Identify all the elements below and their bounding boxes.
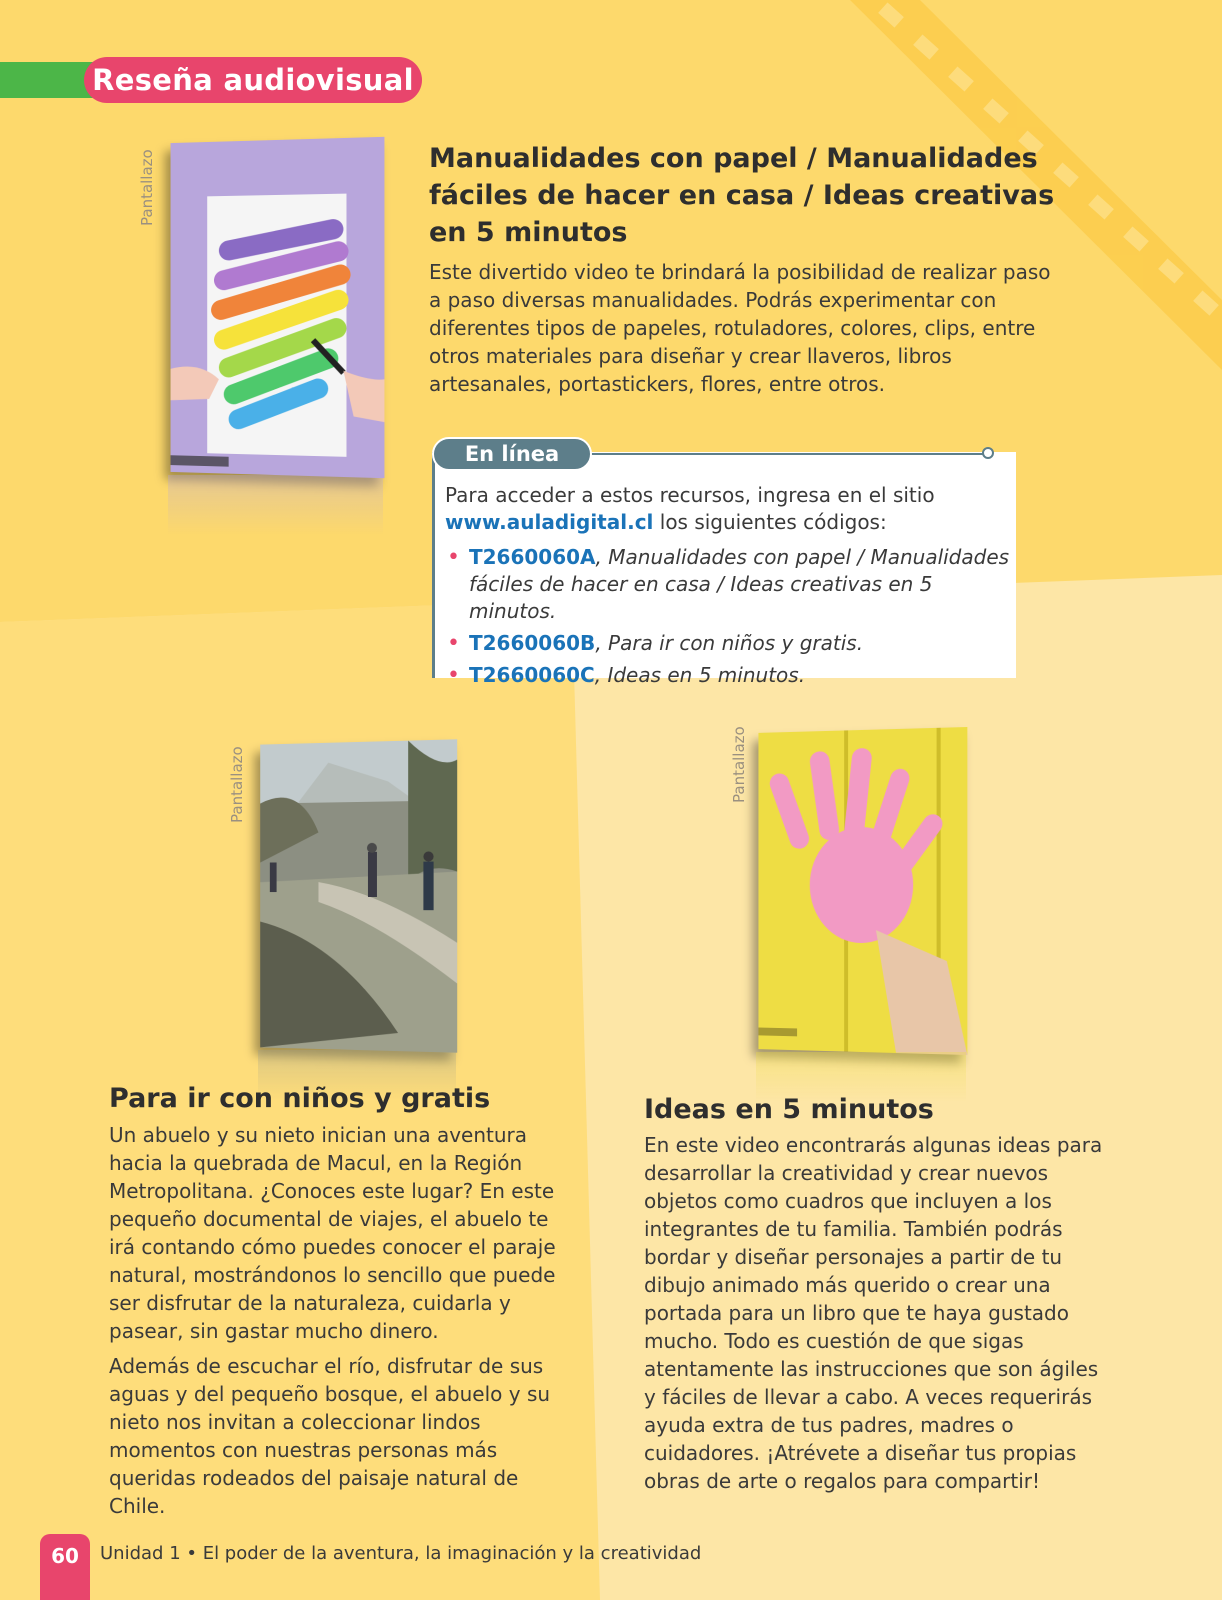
video3-title: Ideas en 5 minutos: [644, 1094, 934, 1125]
screenshot-label: Pantallazo: [228, 746, 246, 823]
code-description: , Ideas en 5 minutos.: [594, 663, 806, 687]
video2-title: Para ir con niños y gratis: [109, 1083, 491, 1114]
code-description: , Para ir con niños y gratis.: [595, 631, 864, 655]
online-intro-after: los siguientes códigos:: [653, 510, 887, 534]
online-resources-box: [432, 452, 1016, 687]
code-T2660060C: T2660060C: [469, 663, 595, 687]
code-list: [445, 544, 1010, 689]
screenshot-label: Pantallazo: [730, 726, 748, 803]
screenshot-label: Pantallazo: [138, 149, 156, 226]
painted-hand-image: [758, 727, 967, 1055]
video2-paragraph-2: Además de escuchar el río, disfrutar de sus aguas y del pequeño bosque, el abuelo y su nieto nos invitan a coleccionar lindos momentos con nuestras personas más queridas rodeados del paisaje natural de Chile.: [109, 1354, 551, 1518]
video2-thumbnail[interactable]: [260, 739, 457, 1052]
auladigital-link[interactable]: www.auladigital.cl: [445, 510, 654, 534]
hiking-trail-image: [260, 739, 457, 1052]
list-item: [445, 544, 1010, 625]
online-label: En línea: [432, 437, 592, 471]
video3-thumbnail[interactable]: [758, 727, 967, 1055]
video2-paragraph-1: Un abuelo y su nieto inician una aventura hacia la quebrada de Macul, en la Región Metropolitana. ¿Conoces este lugar? En este pequeño documental de viajes, el abuelo te irá contando cómo puedes conocer el paraje natural, mostrándonos lo sencillo que puede ser disfrutar de la naturaleza, cuidarla y pasear, sin gastar mucho dinero.: [109, 1123, 556, 1343]
code-T2660060B: T2660060B: [469, 631, 596, 655]
online-intro-text: Para acceder a estos recursos, ingresa en el sitio: [445, 483, 935, 507]
online-header-line: [590, 453, 986, 455]
code-description: , Manualidades con papel / Manualidades fáciles de hacer en casa / Ideas creativas en 5 minutos.: [469, 545, 1010, 623]
code-T2660060A: T2660060A: [469, 545, 596, 569]
list-item: [445, 630, 1010, 657]
header-accent-bar: [0, 62, 95, 98]
list-item: [445, 662, 1010, 689]
online-intro: [445, 482, 1010, 536]
unit-footer-text: Unidad 1 • El poder de la aventura, la imaginación y la creatividad: [100, 1543, 702, 1564]
rainbow-drawing-image: [171, 137, 385, 478]
video1-reflection: [168, 475, 383, 535]
video1-thumbnail[interactable]: [171, 137, 385, 478]
section-label: Reseña audiovisual: [84, 57, 422, 103]
page-number: 60: [40, 1534, 90, 1600]
video1-title: Manualidades con papel / Manualidades fáciles de hacer en casa / Ideas creativas en 5 minutos: [429, 143, 1055, 248]
video1-description: Este divertido video te brindará la posibilidad de realizar paso a paso diversas manualidades. Podrás experimentar con diferentes tipos de papeles, rotuladores, colores, clips, entre otros materiales para diseñar y crear llaveros, libros artesanales, portastickers, flores, entre otros.: [429, 260, 1051, 396]
video3-description: En este video encontrarás algunas ideas para desarrollar la creatividad y crear nuevos objetos como cuadros que incluyen a los integrantes de tu familia. También podrás bordar y diseñar personajes a partir de tu dibujo animado más querido o crear una portada para un libro que te haya gustado mucho. Todo es cuestión de que sigas atentamente las instrucciones que son ágiles y fáciles de llevar a cabo. A veces requerirás ayuda extra de tus padres, madres o cuidadores. ¡Atrévete a diseñar tus propias obras de arte o regalos para compartir!: [644, 1133, 1103, 1493]
online-line-end-dot: [982, 447, 994, 459]
